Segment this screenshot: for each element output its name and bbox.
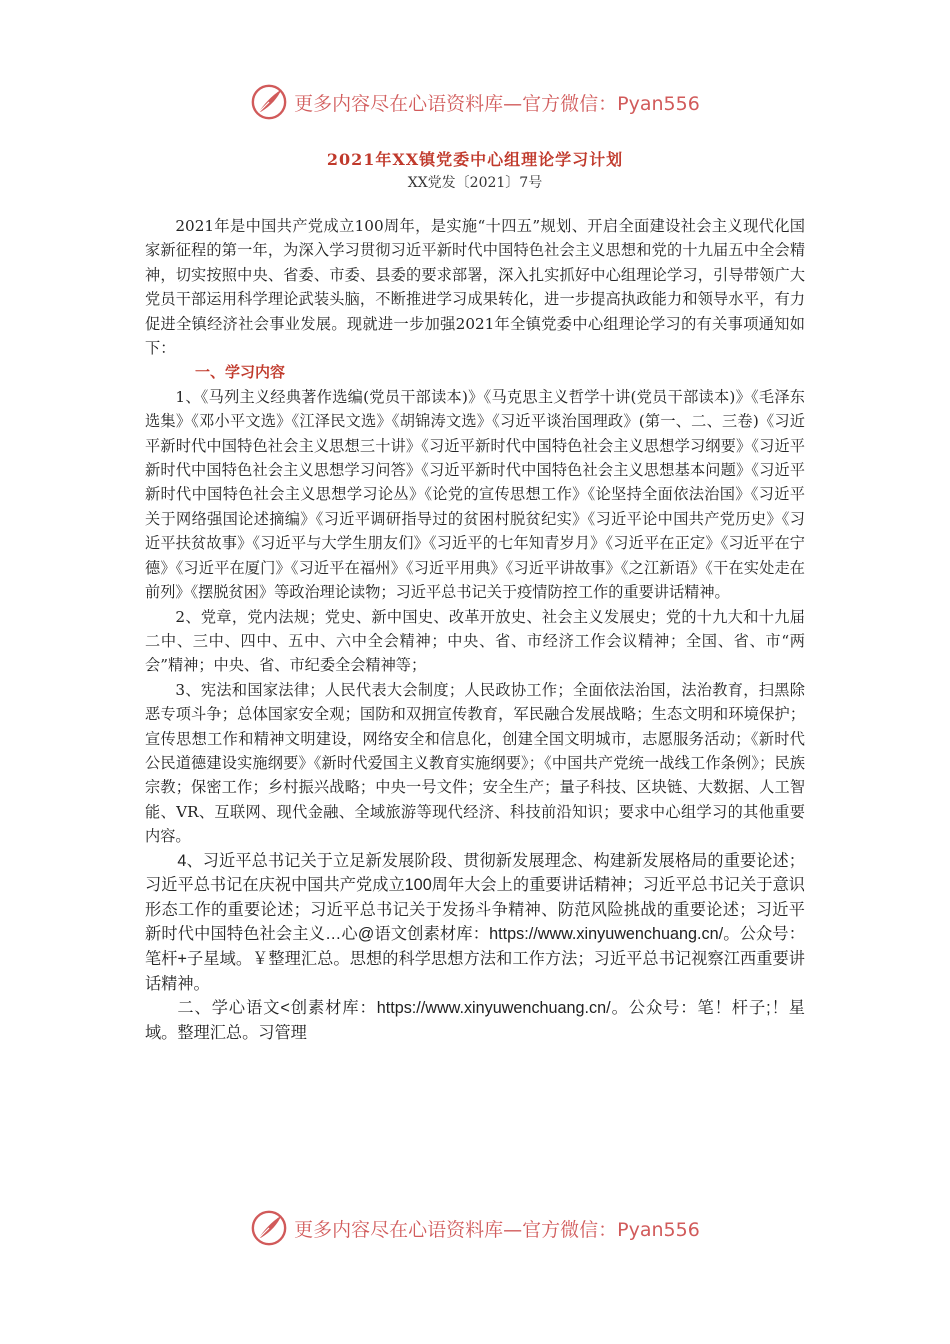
section-heading: 一、学习内容 [195,363,286,382]
study-item-4: 4、习近平总书记关于立足新发展阶段、贯彻新发展理念、构建新发展格局的重要论述；习近平总书记在庆祝中国共产党成立100周年大会上的重要讲话精神；习近平总书记关于意识形态工作的重要论述；习近平总书记关于发扬斗争精神、防范风险挑战的重要论述；习近平新时代中国特色社会主义…心@语文创素材库：https://www.xinyuwenchuang.cn/。公众号：笔杆+子星域。￥整理汇总。思想的科学思想方法和工作方法；习近平总书记视察江西重要讲话精神。 [145,851,805,993]
document-body [145,214,805,1045]
quill-logo-icon [250,83,288,121]
header-banner-text: 更多内容尽在心语资料库—官方微信：Pyan556 [294,92,700,115]
study-item-2: 2、党章，党内法规；党史、新中国史、改革开放史、社会主义发展史；党的十九大和十九届二中、三中、四中、五中、六中全会精神；中央、省、市经济工作会议精神；全国、省、市“两会”精神；中央、省、市纪委全会精神等； [145,607,805,675]
header-banner [0,82,950,122]
footer-banner-text: 更多内容尽在心语资料库—官方微信：Pyan556 [294,1218,700,1241]
intro-paragraph: 2021年是中国共产党成立100周年，是实施“十四五”规划、开启全面建设社会主义现代化国家新征程的第一年，为深入学习贯彻习近平新时代中国特色社会主义思想和党的十九届五中全会精神，切实按照中央、省委、市委、县委的要求部署，深入扎实抓好中心组理论学习，引导带领广大党员干部运用科学理论武装头脑，不断推进学习成果转化，进一步提高执政能力和领导水平，有力促进全镇经济社会事业发展。现就进一步加强2021年全镇党委中心组理论学习的有关事项通知如下： [145,217,805,358]
footer-banner [0,1208,950,1248]
section-2-text: 二、学心语文<创素材库：https://www.xinyuwenchuang.cn/。公众号：笔！杆子;！星域。整理汇总。习管理 [145,999,805,1042]
quill-logo-icon [250,1209,288,1247]
document-title: 2021年XX镇党委中心组理论学习计划 [326,150,624,169]
document-number: XX党发〔2021〕7号 [407,175,543,191]
study-item-1: 1、《马列主义经典著作选编(党员干部读本)》《马克思主义哲学十讲(党员干部读本)》《毛泽东选集》《邓小平文选》《江泽民文选》《胡锦涛文选》《习近平谈治国理政》(第一、二、三卷)《习近平新时代中国特色社会主义思想三十讲》《习近平新时代中国特色社会主义思想学习纲要》《习近平新时代中国特色社会主义思想学习问答》《习近平新时代中国特色社会主义思想基本问题》《习近平新时代中国特色社会主义思想学习论丛》《论党的宣传思想工作》《论坚持全面依法治国》《习近平关于网络强国论述摘编》《习近平调研指导过的贫困村脱贫纪实》《习近平论中国共产党历史》《习近平扶贫故事》《习近平与大学生朋友们》《习近平的七年知青岁月》《习近平在正定》《习近平在宁德》《习近平在厦门》《习近平在福州》《习近平用典》《习近平讲故事》《之江新语》《干在实处走在前列》《摆脱贫困》等政治理论读物；习近平总书记关于疫情防控工作的重要讲话精神。 [145,387,805,602]
study-item-3: 3、宪法和国家法律；人民代表大会制度；人民政协工作；全面依法治国，法治教育，扫黑除恶专项斗争；总体国家安全观；国防和双拥宣传教育，军民融合发展战略；生态文明和环境保护；宣传思想工作和精神文明建设，网络安全和信息化，创建全国文明城市，志愿服务活动；《新时代公民道德建设实施纲要》《新时代爱国主义教育实施纲要》；《中国共产党统一战线工作条例》；民族宗教；保密工作；乡村振兴战略；中央一号文件；安全生产；量子科技、区块链、大数据、人工智能、VR、互联网、现代金融、全域旅游等现代经济、科技前沿知识；要求中心组学习的其他重要内容。 [145,680,805,846]
